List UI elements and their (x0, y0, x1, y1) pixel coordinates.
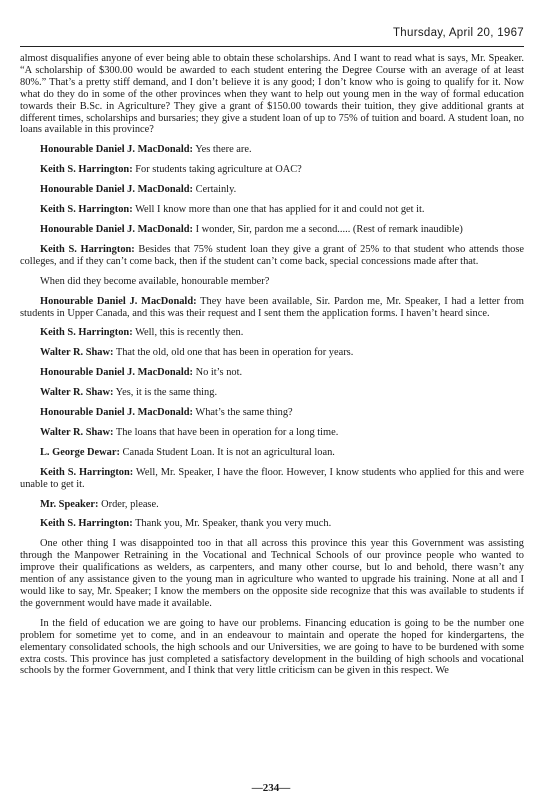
paragraph-text: I wonder, Sir, pardon me a second..... (Rest of remark inaudible) (195, 223, 463, 235)
paragraph-text: The loans that have been in operation for a long time. (115, 426, 339, 438)
speaker-name: Honourable Daniel J. MacDonald: (40, 367, 193, 379)
paragraph-text: What’s the same thing? (195, 407, 293, 419)
speaker-name: L. George Dewar: (40, 446, 120, 458)
speaker-name: Keith S. Harrington: (40, 204, 133, 216)
paragraph-text: For students taking agriculture at OAC? (135, 164, 302, 176)
paragraph-text: When did they become available, honourable member? (40, 275, 270, 287)
paragraph (20, 144, 524, 156)
paragraph (20, 296, 524, 320)
header-date: Thursday, April 20, 1967 (392, 27, 524, 39)
paragraph (20, 467, 524, 491)
speaker-name: Keith S. Harrington: (40, 327, 133, 339)
paragraph (20, 244, 524, 268)
paragraph (20, 347, 524, 359)
paragraph-text: Besides that 75% student loan they give a grant of 25% to that student who attends those colleges, and if they can’t come back, then if the student can’t come back, special concessions made after that. (20, 243, 524, 267)
paragraph-text: Certainly. (195, 184, 237, 196)
paragraph-text: almost disqualifies anyone of ever being able to obtain these scholarships. And I want to read what is says, Mr. Speaker. “A scholarship of $300.00 would be awarded to each student entering the Degree Course with an average of at least 80%.” That’s a pretty stiff demand, and I don’t believe it is any good; I don’t know who is going to qualify for it. Now what do they do in some of the other provinces when they want to help out young men in the way of formal education towards their B.Sc. in Agriculture? They give a grant of $150.00 towards their tuition, they give additional grants at different times, scholarships and bursaries; they give a student loan of up to 75% of tuition and board. A student loan, no loans available in this province? (20, 53, 524, 136)
paragraph (20, 387, 524, 399)
paragraph-text: Well, this is recently then. (135, 327, 244, 339)
speaker-name: Keith S. Harrington: (40, 243, 135, 255)
page-number: —234— (251, 782, 291, 794)
speaker-name: Keith S. Harrington: (40, 466, 134, 478)
speaker-name: Keith S. Harrington: (40, 164, 133, 176)
paragraph (20, 499, 524, 511)
paragraph (20, 53, 524, 136)
paragraph-text: Yes, it is the same thing. (115, 387, 218, 399)
paragraph (20, 204, 524, 216)
paragraph (20, 164, 524, 176)
paragraph-text: Yes there are. (195, 144, 252, 156)
paragraph (20, 184, 524, 196)
paragraph (20, 327, 524, 339)
speaker-name: Honourable Daniel J. MacDonald: (40, 144, 193, 156)
paragraph-text: No it’s not. (195, 367, 243, 379)
paragraph-text: Thank you, Mr. Speaker, thank you very much. (135, 518, 332, 530)
speaker-name: Honourable Daniel J. MacDonald: (40, 407, 193, 419)
paragraph (20, 447, 524, 459)
paragraph-text: In the field of education we are going to have our problems. Financing education is going to be the number one problem for sometime yet to come, and in an endeavour to maintain and operate the hoped for kindergartens, the elementary consolidated schools, the high schools and our Universities, we are going to have to be burdened with some extra costs. This province has just completed a satisfactory development in the building of high schools and vocational schools by the former Government, and I think that very little criticism can be given in this respect. We (20, 617, 524, 677)
speaker-name: Walter R. Shaw: (40, 387, 114, 399)
speaker-name: Mr. Speaker: (40, 498, 99, 510)
paragraph (20, 427, 524, 439)
page-header (20, 4, 524, 47)
paragraph-text: One other thing I was disappointed too in that all across this province this year this Government was assisting through the Manpower Retraining in the Vocational and Technical Schools of our province people who wanted to improve their qualifications as welders, as carpenters, and many other course, but lo and behold, there wasn’t any mention of any assistance given to the young man in agriculture who wanted to upgrade his training. None at all and I would like to say, Mr. Speaker; I know the members on the opposite side recognize that this was available to students if the government would have made it available. (20, 538, 524, 609)
speaker-name: Honourable Daniel J. MacDonald: (40, 184, 193, 196)
speaker-name: Honourable Daniel J. MacDonald: (40, 223, 193, 235)
document-body (20, 53, 524, 685)
paragraph (20, 276, 524, 288)
speaker-name: Walter R. Shaw: (40, 347, 114, 359)
paragraph-text: Canada Student Loan. It is not an agricultural loan. (122, 446, 335, 458)
speaker-name: Keith S. Harrington: (40, 518, 133, 530)
paragraph-text: They have been available, Sir. Pardon me, Mr. Speaker, I had a letter from students in Upper Canada, and this was their request and I sent them the application forms. I haven’t heard since. (20, 295, 524, 319)
paragraph-text: That the old, old one that has been in operation for years. (115, 347, 354, 359)
speaker-name: Walter R. Shaw: (40, 426, 114, 438)
paragraph (20, 518, 524, 530)
paragraph (20, 367, 524, 379)
paragraph (20, 407, 524, 419)
paragraph-text: Order, please. (101, 498, 159, 510)
speaker-name: Honourable Daniel J. MacDonald: (40, 295, 197, 307)
paragraph (20, 538, 524, 609)
paragraph (20, 224, 524, 236)
paragraph-text: Well I know more than one that has applied for it and could not get it. (135, 204, 425, 216)
paragraph-text: Well, Mr. Speaker, I have the floor. However, I know students who applied for this and were unable to get it. (20, 466, 524, 490)
paragraph (20, 618, 524, 678)
